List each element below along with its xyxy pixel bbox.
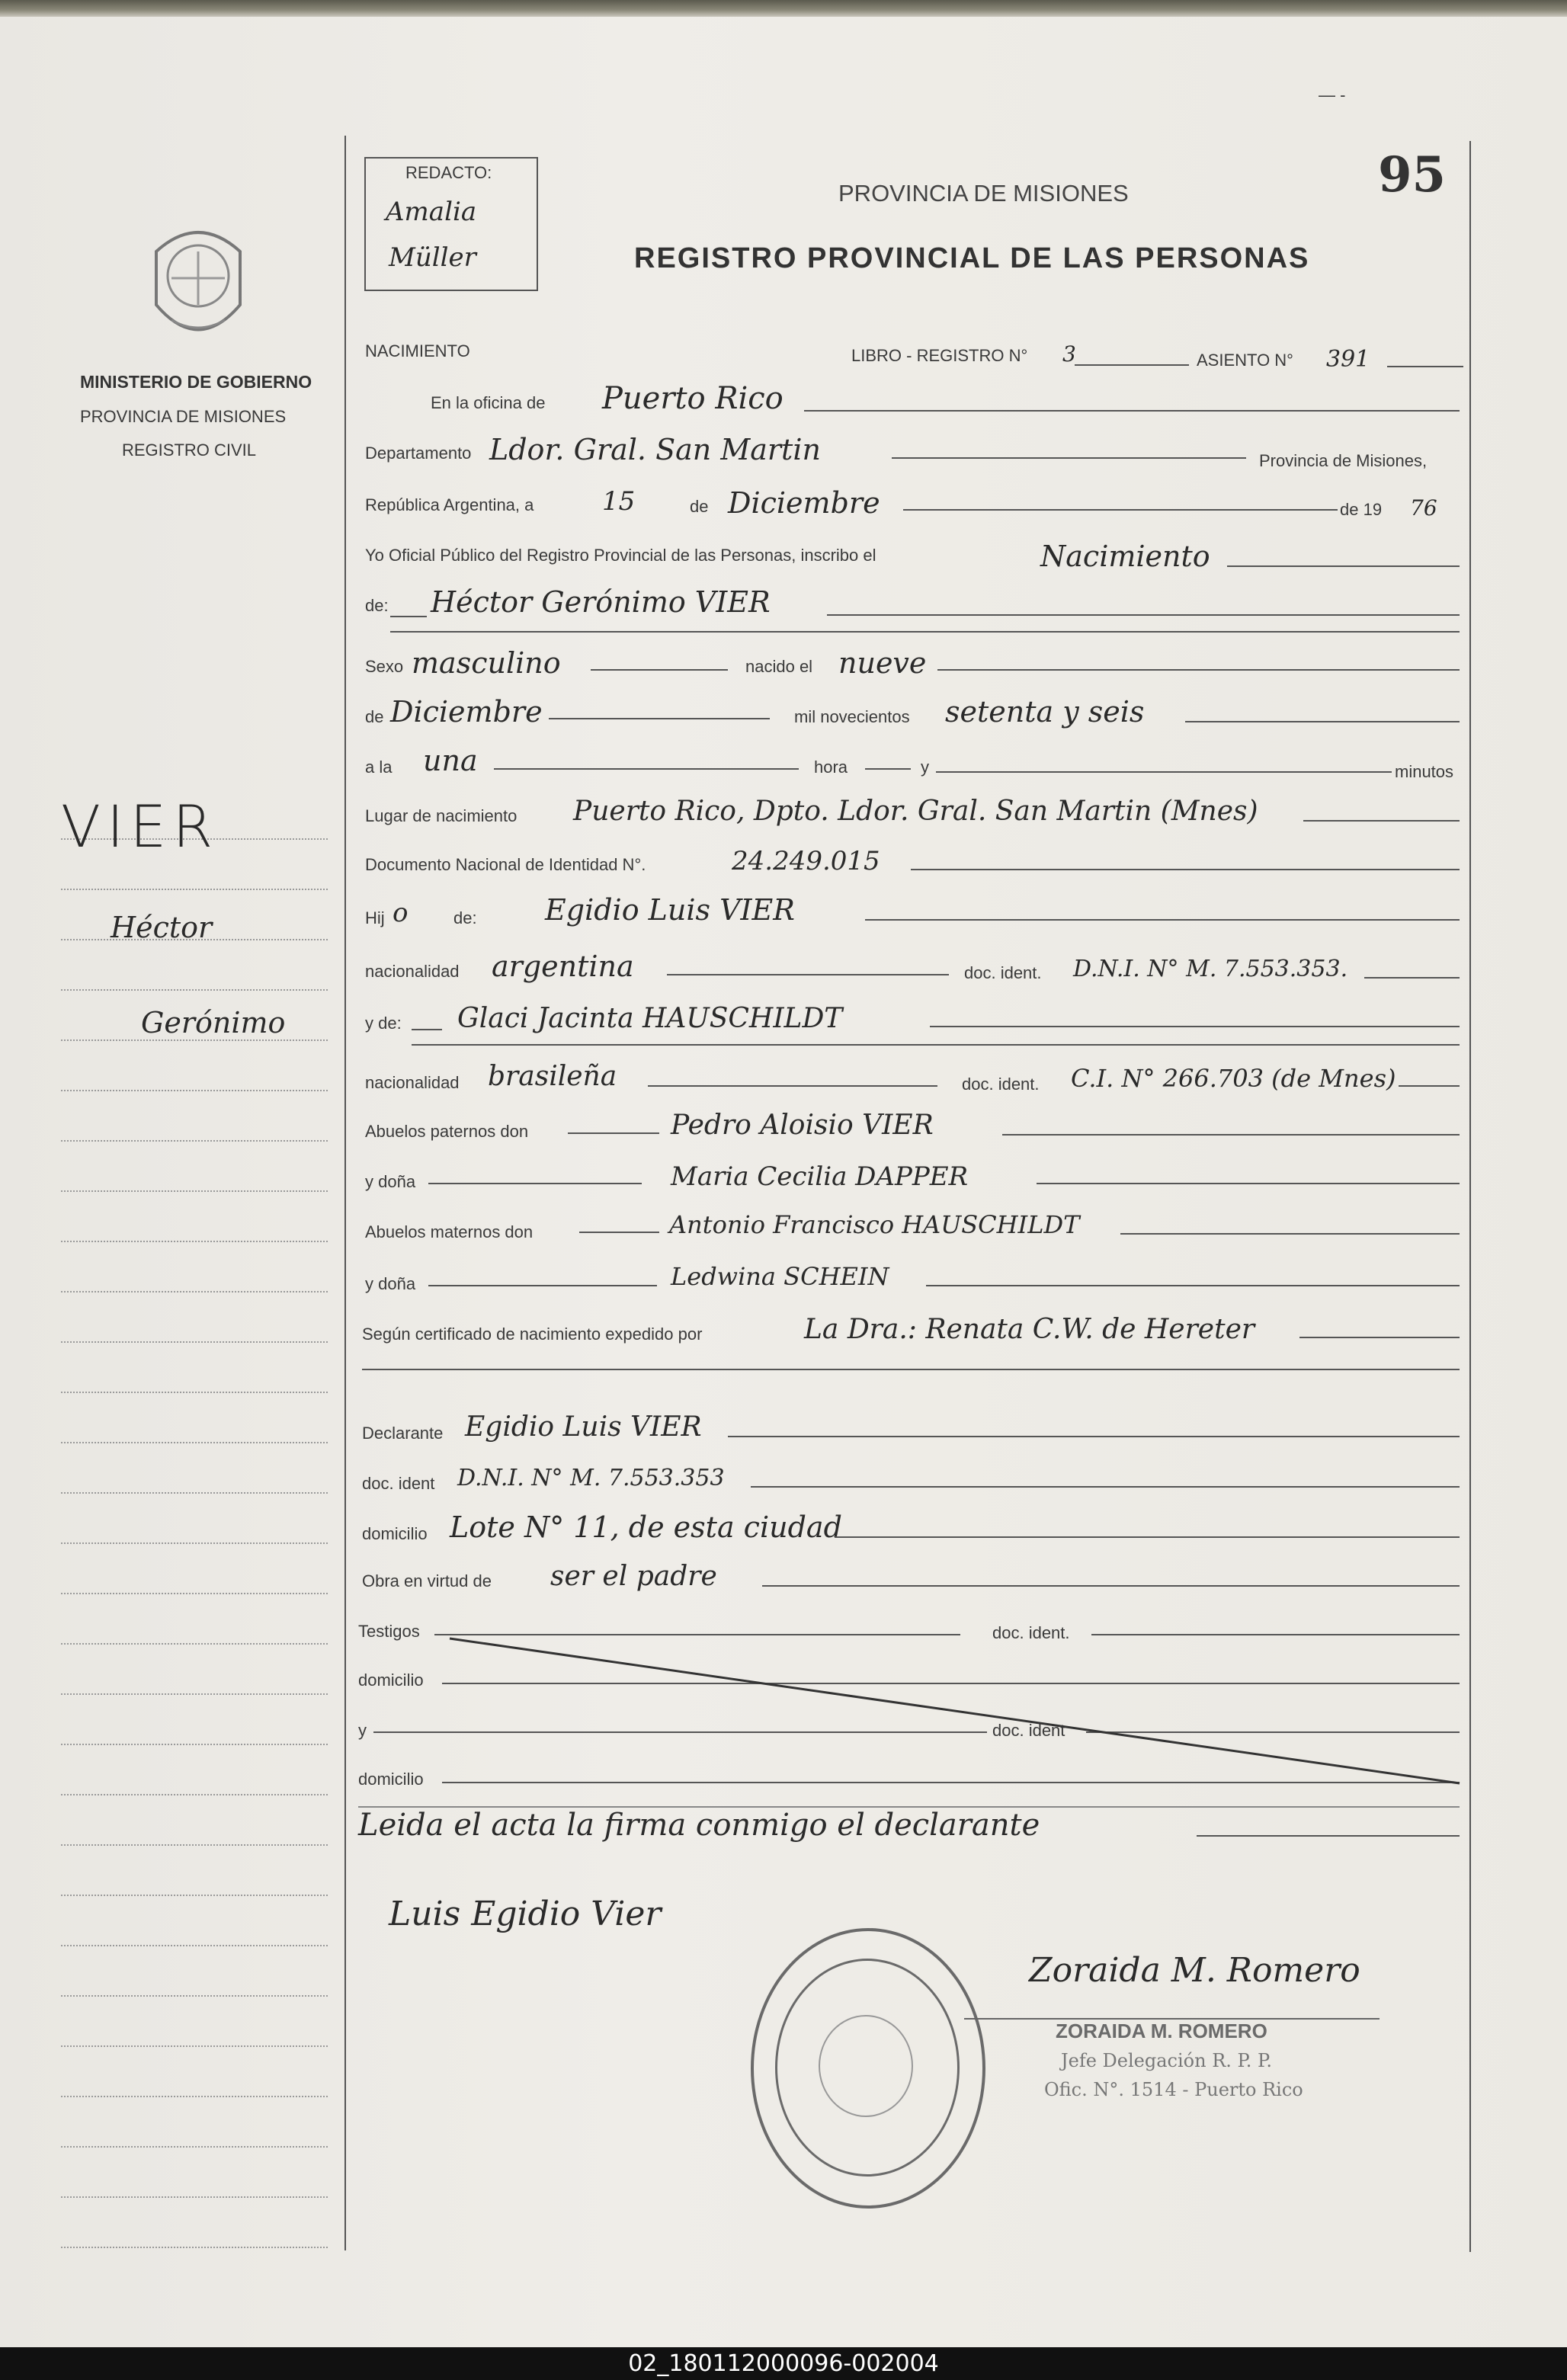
- margin-dotted-line: [61, 1190, 328, 1192]
- record-type-label: NACIMIENTO: [365, 341, 470, 360]
- abuelos-paternos-value: Pedro Aloisio VIER: [671, 1110, 934, 1141]
- margin-dotted-line: [61, 1039, 328, 1041]
- minutos-label: minutos: [1395, 762, 1454, 781]
- registry-label: REGISTRO CIVIL: [122, 440, 257, 460]
- doc-ident-4-label: doc. ident.: [992, 1623, 1070, 1642]
- ala-value: una: [423, 744, 478, 777]
- y-dona-1-value: Maria Cecilia DAPPER: [671, 1161, 969, 1192]
- sexo-label: Sexo: [365, 657, 404, 676]
- y-dona-1-label: y doña: [365, 1172, 416, 1191]
- margin-dotted-line: [61, 1794, 328, 1795]
- right-margin-line: [1469, 141, 1471, 2252]
- provincia-label: Provincia de Misiones,: [1259, 451, 1428, 470]
- margin-dotted-line: [61, 1291, 328, 1293]
- declarante-signature: Luis Egidio Vier: [389, 1895, 662, 1933]
- margin-dotted-line: [61, 1995, 328, 1997]
- yo-oficial-label: Yo Oficial Público del Registro Provincial de las Personas, inscribo el: [365, 546, 876, 565]
- margin-given-name-2: Gerónimo: [141, 1006, 286, 1039]
- dni-value: 24.249.015: [732, 846, 880, 876]
- de-mes-label: de: [365, 707, 384, 726]
- asiento-value: 391: [1326, 346, 1370, 373]
- declarante-label: Declarante: [362, 1424, 444, 1443]
- margin-dotted-line: [61, 1140, 328, 1142]
- hijo-de-label: de:: [453, 908, 477, 927]
- obra-label: Obra en virtud de: [362, 1571, 492, 1590]
- y-dona-2-label: y doña: [365, 1274, 416, 1293]
- sexo-value: masculino: [412, 646, 561, 680]
- margin-dotted-line: [61, 2247, 328, 2248]
- margin-dotted-line: [61, 1442, 328, 1443]
- departamento-value: Ldor. Gral. San Martin: [489, 433, 821, 466]
- oficina-value: Puerto Rico: [602, 381, 784, 416]
- margin-dotted-line: [61, 1392, 328, 1393]
- coat-of-arms-icon: [141, 221, 255, 351]
- dia-value: 15: [602, 486, 636, 517]
- doc-ident-2-label: doc. ident.: [962, 1075, 1040, 1094]
- segun-label: Según certificado de nacimiento expedido por: [362, 1325, 703, 1344]
- doc-ident-3-value: D.N.I. N° M. 7.553.353: [457, 1465, 725, 1491]
- mes-value: Diciembre: [728, 486, 880, 520]
- departamento-label: Departamento: [365, 444, 472, 463]
- libro-label: LIBRO - REGISTRO N°: [851, 346, 1028, 365]
- dni-label: Documento Nacional de Identidad N°.: [365, 855, 646, 874]
- hijo-label: Hij: [365, 908, 385, 927]
- page-top-edge: [0, 0, 1567, 17]
- province-label: PROVINCIA DE MISIONES: [80, 407, 287, 426]
- stamp-role: Jefe Delegación R. P. P.: [1061, 2050, 1272, 2071]
- padre-value: Egidio Luis VIER: [545, 893, 795, 927]
- margin-dotted-line: [61, 1341, 328, 1343]
- doc-ident-3-label: doc. ident: [362, 1474, 435, 1493]
- redacto-box: [364, 157, 538, 291]
- y-2-label: y: [358, 1721, 367, 1740]
- page-number: 95: [1378, 146, 1447, 203]
- margin-given-name-1: Héctor: [111, 911, 213, 944]
- hora-label: hora: [814, 758, 848, 777]
- segun-value: La Dra.: Renata C.W. de Hereter: [804, 1314, 1255, 1345]
- redacto-signature-1: Amalia: [386, 197, 477, 227]
- obra-value: ser el padre: [550, 1561, 717, 1592]
- oficina-label: En la oficina de: [431, 393, 546, 412]
- margin-dotted-line: [61, 2146, 328, 2148]
- margin-dotted-line: [61, 1643, 328, 1645]
- ala-label: a la: [365, 758, 393, 777]
- republica-label: República Argentina, a: [365, 495, 534, 514]
- abuelos-paternos-label: Abuelos paternos don: [365, 1122, 529, 1141]
- asiento-label: ASIENTO N°: [1197, 351, 1293, 370]
- margin-dotted-line: [61, 1693, 328, 1695]
- margin-dotted-line: [61, 1744, 328, 1745]
- margin-dotted-line: [61, 1844, 328, 1846]
- de-nombre-label: de:: [365, 596, 389, 615]
- stamp-name: ZORAIDA M. ROMERO: [1056, 2020, 1267, 2042]
- hijo-value: o: [393, 898, 409, 928]
- margin-dotted-line: [61, 989, 328, 991]
- doc-ident-1-label: doc. ident.: [964, 963, 1042, 982]
- abuelos-maternos-label: Abuelos maternos don: [365, 1222, 534, 1241]
- oficial-signature: Zoraida M. Romero: [1029, 1951, 1360, 1990]
- domicilio-3-label: domicilio: [358, 1770, 424, 1789]
- nacionalidad-2-label: nacionalidad: [365, 1073, 460, 1092]
- top-mark: — -: [1319, 85, 1346, 104]
- page-title: REGISTRO PROVINCIAL DE LAS PERSONAS: [634, 242, 1310, 274]
- year-label: de 19: [1340, 500, 1383, 519]
- declarante-value: Egidio Luis VIER: [465, 1411, 702, 1443]
- domicilio-2-label: domicilio: [358, 1670, 424, 1690]
- margin-dotted-line: [61, 1593, 328, 1594]
- madre-value: Glaci Jacinta HAUSCHILDT: [457, 1003, 843, 1034]
- nombre-value: Héctor Gerónimo VIER: [431, 585, 771, 619]
- margin-dotted-line: [61, 2196, 328, 2198]
- lugar-label: Lugar de nacimiento: [365, 806, 518, 825]
- de-label: de: [690, 497, 709, 516]
- y-label: y: [921, 758, 929, 777]
- doc-ident-5-label: doc. ident: [992, 1721, 1065, 1740]
- nacionalidad-2-value: brasileña: [488, 1061, 617, 1092]
- margin-dotted-line: [61, 2045, 328, 2047]
- margin-dotted-line: [61, 1492, 328, 1494]
- redacto-label: REDACTO:: [405, 163, 492, 182]
- libro-value: 3: [1062, 341, 1076, 367]
- file-caption: 02_180112000096-002004: [628, 2350, 939, 2377]
- margin-dotted-line: [61, 1090, 328, 1091]
- mil-label: mil novecientos: [794, 707, 910, 726]
- official-seal-icon: [751, 1928, 985, 2209]
- margin-surname: VIER: [61, 793, 220, 860]
- header-province: PROVINCIA DE MISIONES: [838, 180, 1129, 207]
- cancel-diagonal-line: [442, 1631, 1463, 1791]
- year-value: 76: [1410, 495, 1437, 521]
- domicilio-label: domicilio: [362, 1524, 428, 1543]
- testigos-label: Testigos: [358, 1622, 420, 1641]
- de-mes-value: Diciembre: [390, 695, 543, 729]
- abuelos-maternos-value: Antonio Francisco HAUSCHILDT: [669, 1210, 1080, 1239]
- mil-value: setenta y seis: [945, 695, 1145, 729]
- doc-ident-1-value: D.N.I. N° M. 7.553.353.: [1073, 956, 1348, 982]
- margin-dotted-line: [61, 1542, 328, 1544]
- nacionalidad-1-value: argentina: [492, 950, 634, 983]
- doc-ident-2-value: C.I. N° 266.703 (de Mnes): [1071, 1064, 1396, 1093]
- leida-text: Leida el acta la firma conmigo el declarante: [358, 1808, 1040, 1843]
- redacto-signature-2: Müller: [389, 242, 476, 273]
- y-dona-2-value: Ledwina SCHEIN: [671, 1262, 889, 1291]
- margin-dotted-line: [61, 1945, 328, 1946]
- y-de-label: y de:: [365, 1014, 402, 1033]
- domicilio-value: Lote N° 11, de esta ciudad: [450, 1510, 842, 1544]
- margin-dotted-line: [61, 1241, 328, 1242]
- margin-dotted-line: [61, 889, 328, 890]
- margin-dotted-line: [61, 2096, 328, 2097]
- lugar-value: Puerto Rico, Dpto. Ldor. Gral. San Martin (Mnes): [573, 796, 1258, 827]
- stamp-office: Ofic. N°. 1514 - Puerto Rico: [1044, 2079, 1303, 2100]
- nacionalidad-1-label: nacionalidad: [365, 962, 460, 981]
- yo-oficial-value: Nacimiento: [1040, 540, 1210, 573]
- left-margin-line: [344, 136, 346, 2250]
- margin-dotted-line: [61, 1895, 328, 1896]
- nacido-label: nacido el: [745, 657, 813, 676]
- ministry-label: MINISTERIO DE GOBIERNO: [80, 372, 312, 392]
- nacido-value: nueve: [838, 646, 927, 680]
